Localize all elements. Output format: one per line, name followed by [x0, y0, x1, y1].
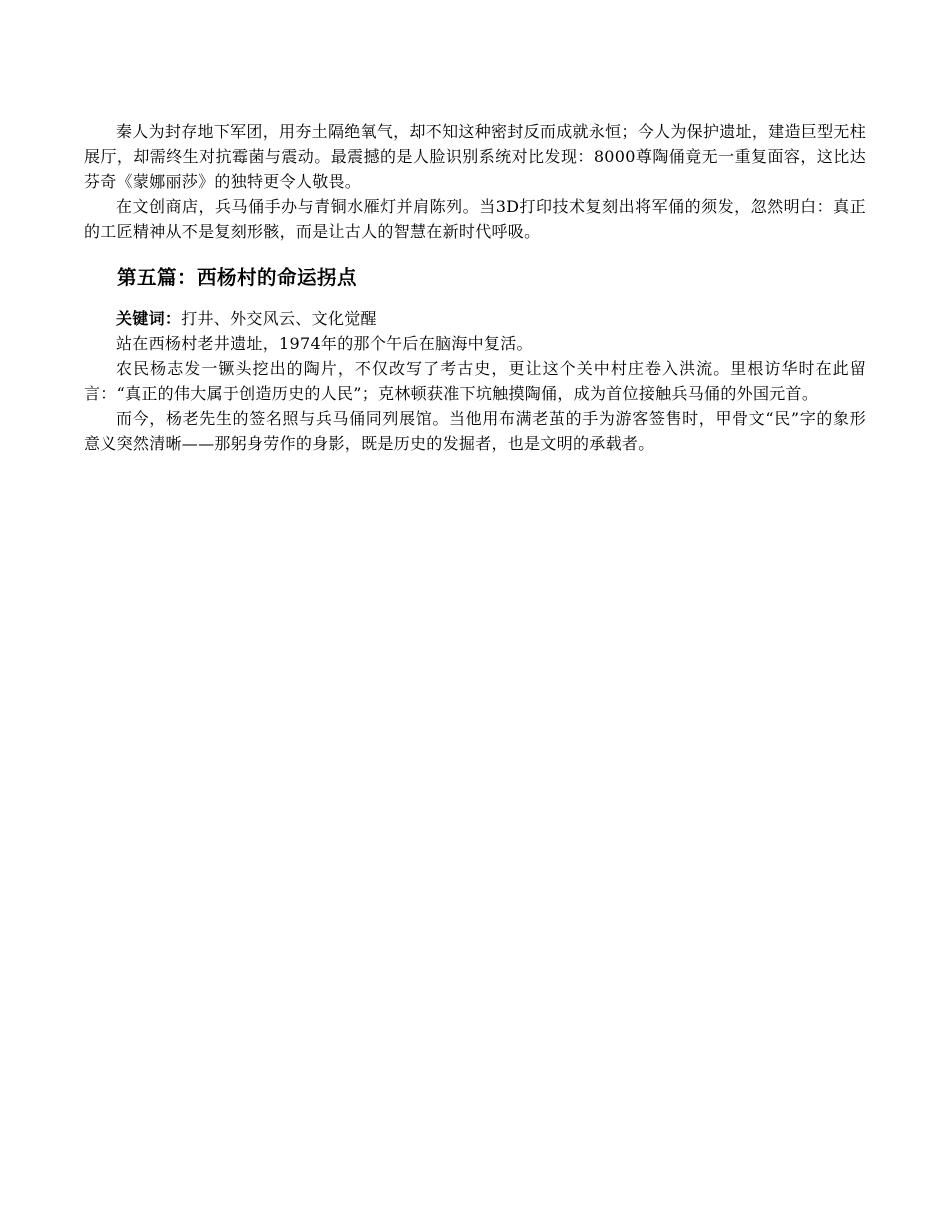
- document-body: [84, 119, 866, 456]
- paragraph: 秦人为封存地下军团，用夯土隔绝氧气，却不知这种密封反而成就永恒；今人为保护遗址，建造巨型无柱展厅，却需终生对抗霉菌与震动。最震撼的是人脸识别系统对比发现：8000尊陶俑竟无一重复面容，这比达芬奇《蒙娜丽莎》的独特更令人敬畏。: [84, 122, 866, 191]
- paragraph: 站在西杨村老井遗址，1974年的那个午后在脑海中复活。: [116, 334, 533, 353]
- keywords-value: 打井、外交风云、文化觉醒: [181, 309, 377, 328]
- paragraph: 在文创商店，兵马俑手办与青铜水雁灯并肩陈列。当3D打印技术复刻出将军俑的须发，忽然明白：真正的工匠精神从不是复刻形骸，而是让古人的智慧在新时代呼吸。: [84, 197, 866, 241]
- paragraph: 而今，杨老先生的签名照与兵马俑同列展馆。当他用布满老茧的手为游客签售时，甲骨文“民”字的象形意义突然清晰——那躬身劳作的身影，既是历史的发掘者，也是文明的承载者。: [84, 409, 866, 453]
- paragraph: 农民杨志发一镢头挖出的陶片，不仅改写了考古史，更让这个关中村庄卷入洪流。里根访华时在此留言：“真正的伟大属于创造历史的人民”；克林顿获准下坑触摸陶俑，成为首位接触兵马俑的外国元首。: [84, 359, 866, 403]
- keywords-line: [84, 306, 866, 331]
- keywords-label: 关键词：: [116, 309, 182, 328]
- section-heading: 第五篇：西杨村的命运拐点: [117, 266, 358, 289]
